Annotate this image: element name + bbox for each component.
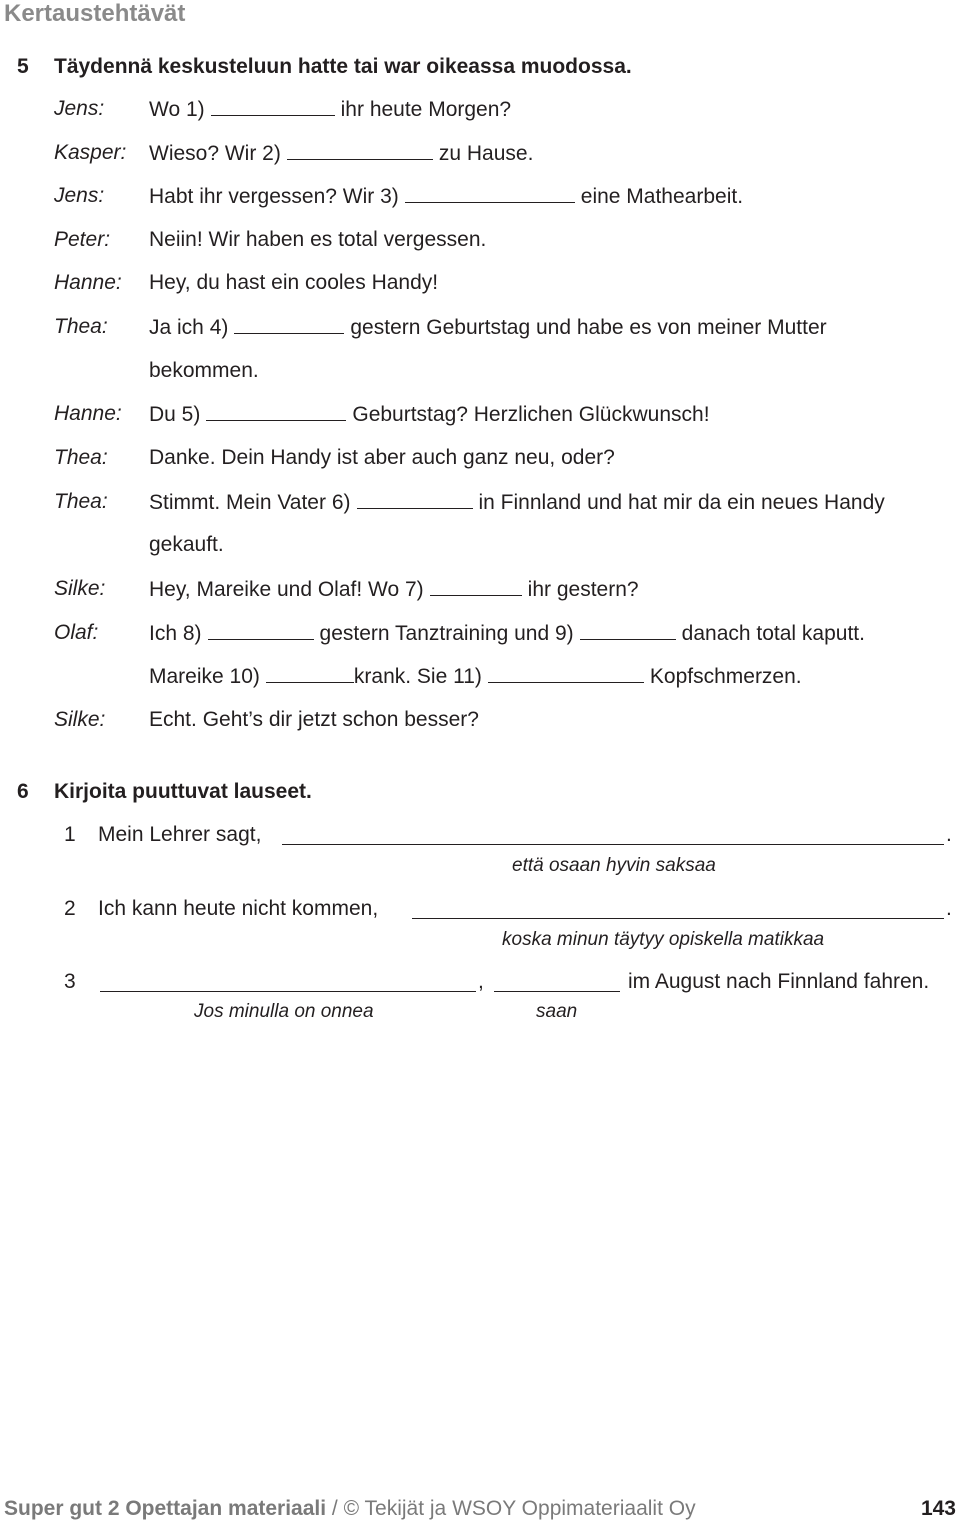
exercise-5-title: Täydennä keskusteluun hatte tai war oikeassa muodossa. <box>54 55 632 78</box>
speaker-label: Jens: <box>54 97 105 120</box>
dialogue-line: Habt ihr vergessen? Wir 3) eine Mathearbeit. <box>149 185 744 208</box>
dialogue-line: Ich 8) gestern Tanztraining und 9) danach total kaputt. <box>149 622 865 645</box>
dialogue-line: Wo 1) ihr heute Morgen? <box>149 98 512 121</box>
dialogue-line: Echt. Geht’s dir jetzt schon besser? <box>149 708 479 731</box>
answer-blank-5[interactable] <box>206 402 346 421</box>
speaker-label: Silke: <box>54 708 106 731</box>
page-header: Kertaustehtävät <box>4 0 186 27</box>
answer-line-3b[interactable] <box>494 991 620 992</box>
answer-line-2[interactable] <box>412 918 944 919</box>
answer-blank-11[interactable] <box>488 664 644 683</box>
item-text: Mein Lehrer sagt, <box>98 823 262 846</box>
answer-blank-6[interactable] <box>357 490 473 509</box>
answer-blank-8[interactable] <box>208 621 314 640</box>
translation-hint: Jos minulla on onnea <box>194 1001 374 1022</box>
answer-blank-1[interactable] <box>211 97 335 116</box>
speaker-label: Kasper: <box>54 141 127 164</box>
item-number: 3 <box>64 970 76 993</box>
item-number: 2 <box>64 897 76 920</box>
dialogue-line: Neiin! Wir haben es total vergessen. <box>149 228 487 251</box>
page-number: 143 <box>920 1497 956 1520</box>
exercise-5-number: 5 <box>17 55 29 78</box>
speaker-label: Jens: <box>54 184 105 207</box>
speaker-label: Hanne: <box>54 402 122 425</box>
speaker-label: Silke: <box>54 577 106 600</box>
item-end: . <box>946 823 952 846</box>
speaker-label: Thea: <box>54 315 108 338</box>
dialogue-line: Hey, du hast ein cooles Handy! <box>149 271 439 294</box>
translation-hint: saan <box>536 1001 578 1022</box>
exercise-6-number: 6 <box>17 780 29 803</box>
dialogue-line: Stimmt. Mein Vater 6) in Finnland und hat mir da ein neues Handy <box>149 491 885 514</box>
answer-blank-7[interactable] <box>430 577 522 596</box>
answer-blank-2[interactable] <box>287 141 433 160</box>
translation-hint: että osaan hyvin saksaa <box>512 855 716 876</box>
speaker-label: Thea: <box>54 490 108 513</box>
dialogue-line: Ja ich 4) gestern Geburtstag und habe es von meiner Mutter <box>149 316 827 339</box>
answer-blank-3[interactable] <box>405 184 575 203</box>
dialogue-line: Danke. Dein Handy ist aber auch ganz neu, oder? <box>149 446 615 469</box>
speaker-label: Thea: <box>54 446 108 469</box>
answer-line-3a[interactable] <box>100 991 476 992</box>
footer-credit: Super gut 2 Opettajan materiaali / © Tekijät ja WSOY Oppimateriaalit Oy <box>4 1497 696 1520</box>
item-end: . <box>946 897 952 920</box>
item-text: im August nach Finnland fahren. <box>628 970 930 993</box>
dialogue-line: gekauft. <box>149 533 224 556</box>
item-number: 1 <box>64 823 76 846</box>
answer-blank-4[interactable] <box>234 315 344 334</box>
dialogue-line: Mareike 10) krank. Sie 11) Kopfschmerzen. <box>149 665 802 688</box>
speaker-label: Hanne: <box>54 271 122 294</box>
speaker-label: Peter: <box>54 228 111 251</box>
answer-blank-9[interactable] <box>580 621 676 640</box>
dialogue-line: bekommen. <box>149 359 259 382</box>
item-comma: , <box>478 970 484 993</box>
speaker-label: Olaf: <box>54 621 99 644</box>
item-text: Ich kann heute nicht kommen, <box>98 897 379 920</box>
dialogue-line: Hey, Mareike und Olaf! Wo 7) ihr gestern? <box>149 578 639 601</box>
dialogue-line: Wieso? Wir 2) zu Hause. <box>149 142 534 165</box>
answer-line-1[interactable] <box>282 844 944 845</box>
exercise-6-title: Kirjoita puuttuvat lauseet. <box>54 780 312 803</box>
translation-hint: koska minun täytyy opiskella matikkaa <box>502 929 825 950</box>
dialogue-line: Du 5) Geburtstag? Herzlichen Glückwunsch! <box>149 403 710 426</box>
answer-blank-10[interactable] <box>266 664 354 683</box>
